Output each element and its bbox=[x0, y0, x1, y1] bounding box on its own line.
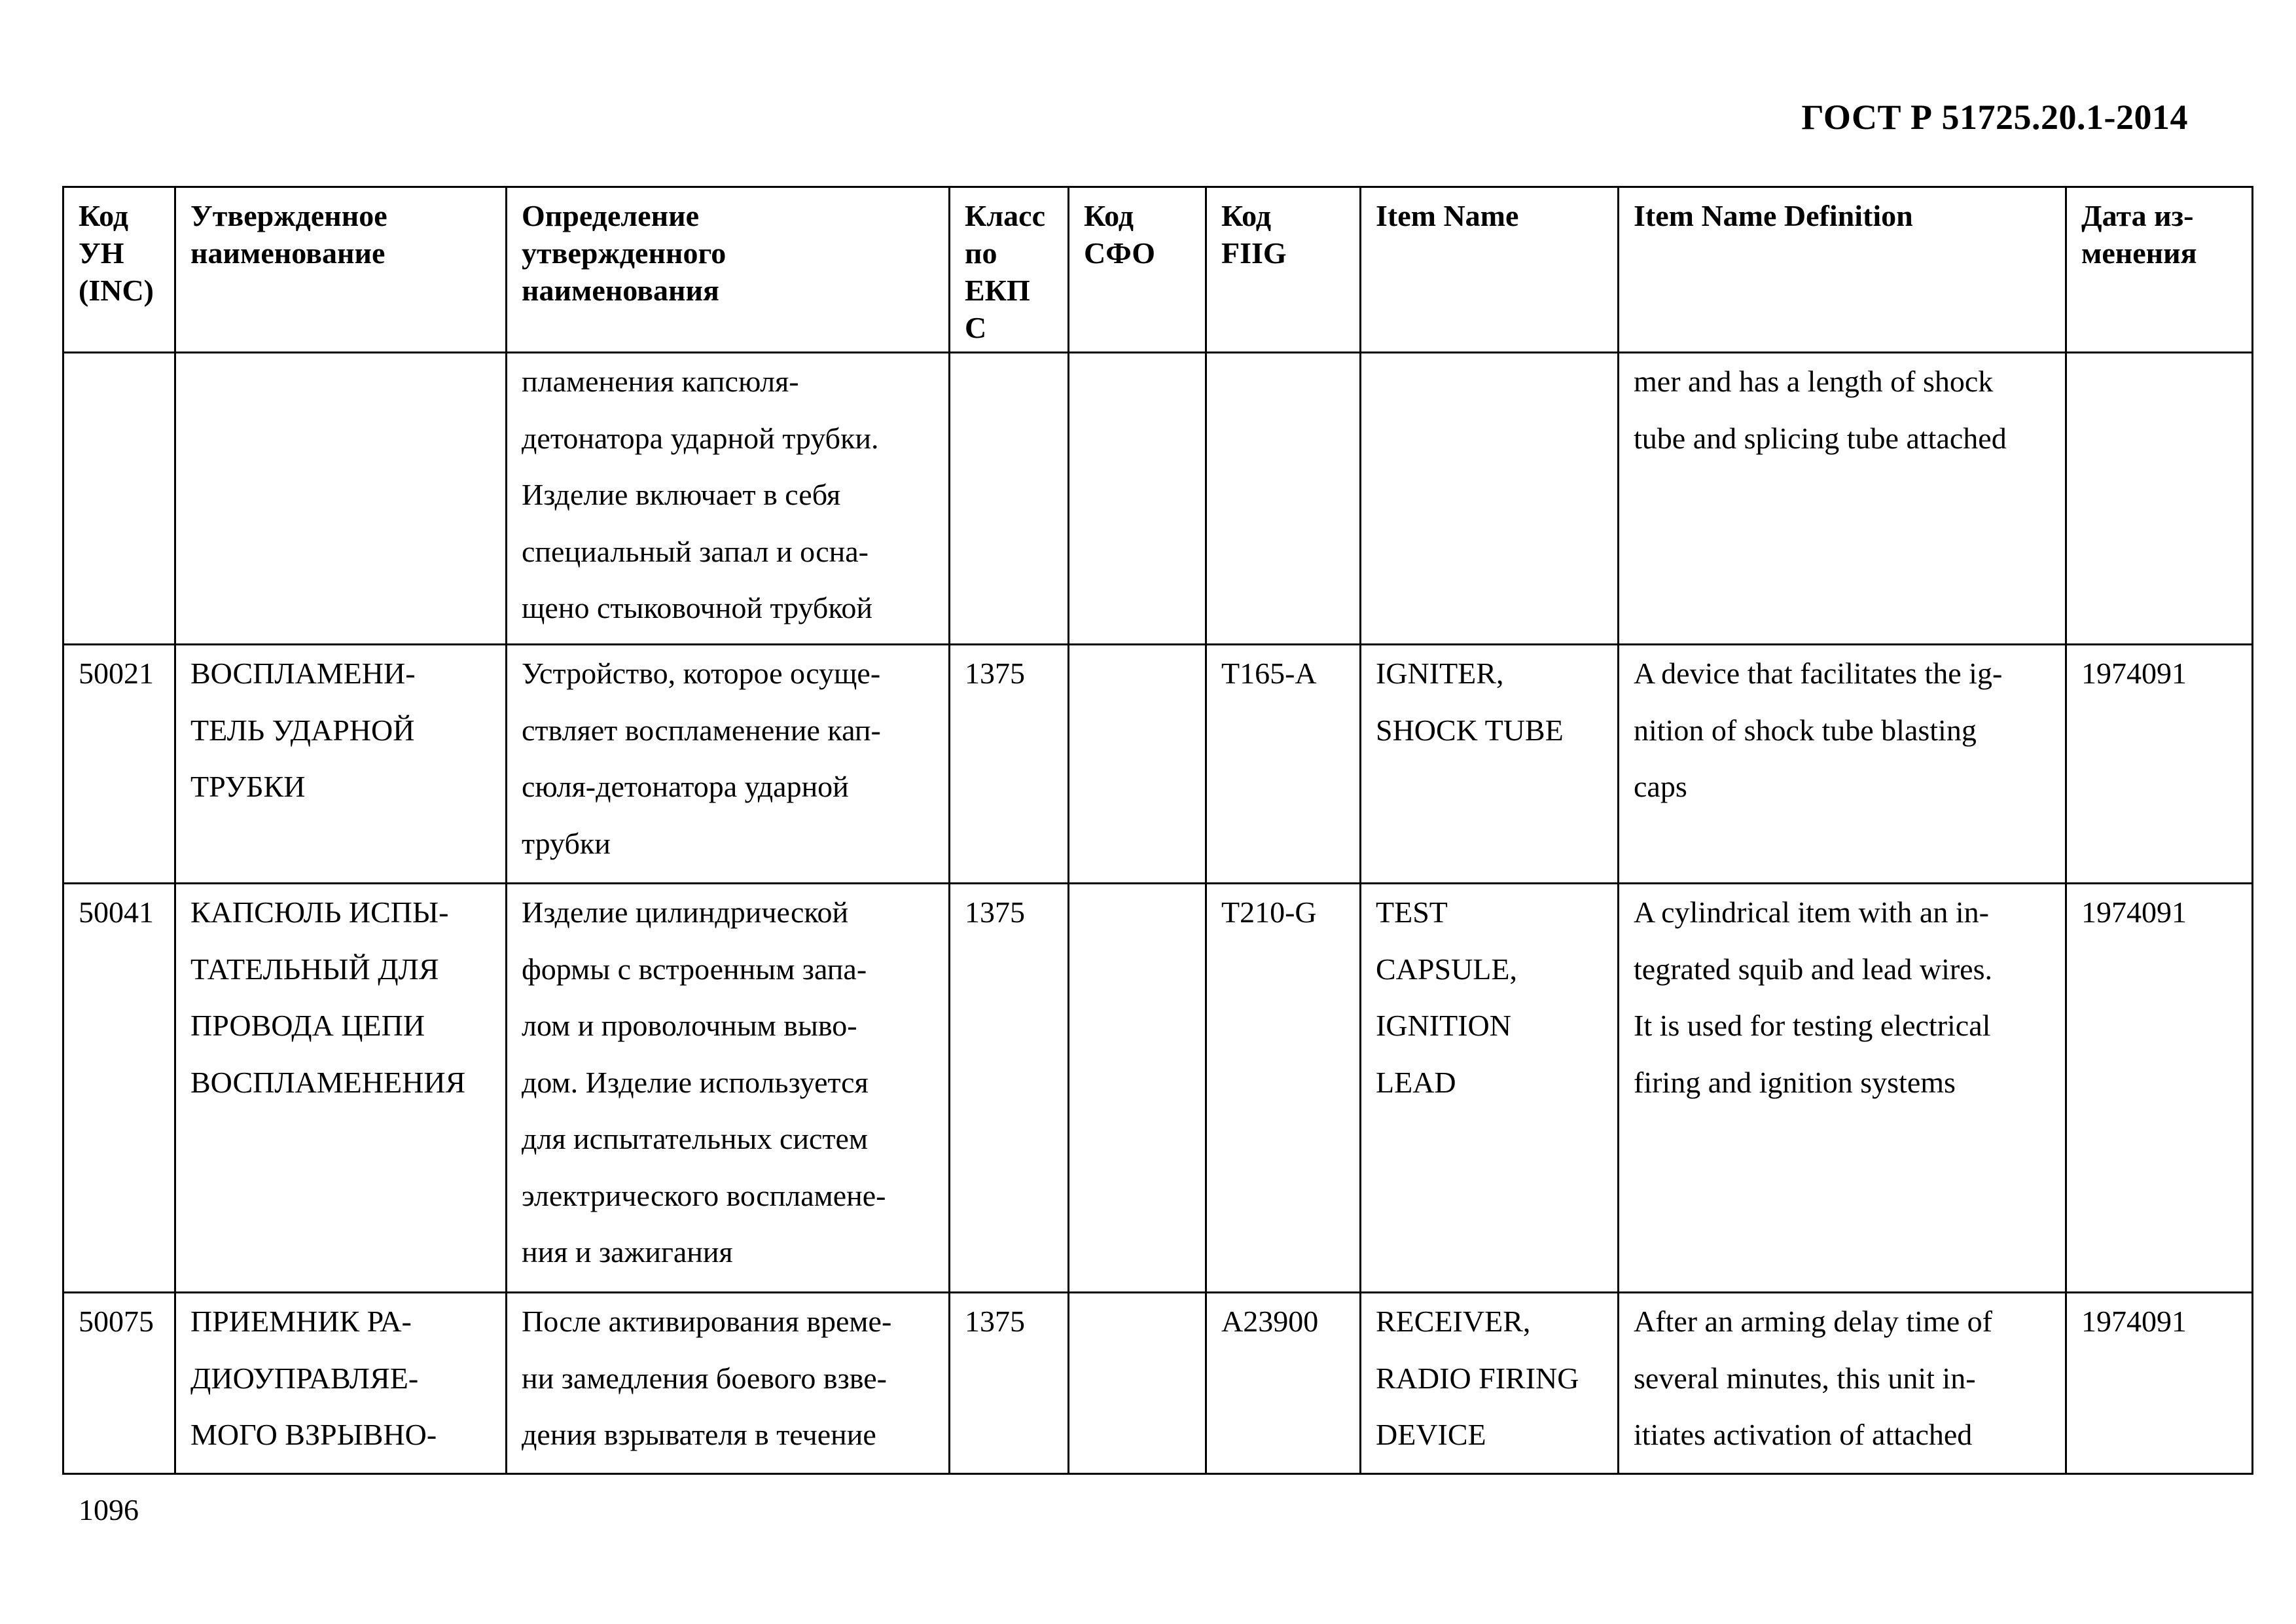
cell-name-definition: После активирования време- ни замедления боевого взве- дения взрывателя в течение bbox=[507, 1293, 950, 1474]
cell-item-name: IGNITER, SHOCK TUBE bbox=[1361, 645, 1619, 884]
cell-item-name: RECEIVER, RADIO FIRING DEVICE bbox=[1361, 1293, 1619, 1474]
col-header-change-date: Дата из- менения bbox=[2066, 187, 2253, 353]
cell-fiig: T165-A bbox=[1206, 645, 1361, 884]
cell-name-definition: пламенения капсюля- детонатора ударной трубки. Изделие включает в себя специальный запал и осна- щено стыковочной трубкой bbox=[507, 353, 950, 645]
table-header-row bbox=[63, 187, 2253, 353]
cell-sfo bbox=[1069, 353, 1206, 645]
cell-approved-name: ВОСПЛАМЕНИ- ТЕЛЬ УДАРНОЙ ТРУБКИ bbox=[175, 645, 507, 884]
cell-fiig bbox=[1206, 353, 1361, 645]
document-header: ГОСТ Р 51725.20.1-2014 bbox=[1801, 98, 2188, 137]
cell-class: 1375 bbox=[950, 645, 1069, 884]
cell-item-name: TEST CAPSULE, IGNITION LEAD bbox=[1361, 884, 1619, 1293]
cell-item-name-definition: A cylindrical item with an in- tegrated squib and lead wires. It is used for testing electrical firing and ignition systems bbox=[1619, 884, 2066, 1293]
cell-approved-name: ПРИЕМНИК РА- ДИОУПРАВЛЯЕ- МОГО ВЗРЫВНО- bbox=[175, 1293, 507, 1474]
page-number: 1096 bbox=[79, 1493, 139, 1526]
table-row bbox=[63, 645, 2253, 884]
cell-change-date: 1974091 bbox=[2066, 884, 2253, 1293]
cell-sfo bbox=[1069, 884, 1206, 1293]
table-row bbox=[63, 1293, 2253, 1474]
cell-sfo bbox=[1069, 1293, 1206, 1474]
cell-change-date bbox=[2066, 353, 2253, 645]
cell-inc: 50041 bbox=[63, 884, 175, 1293]
cell-approved-name bbox=[175, 353, 507, 645]
cell-class: 1375 bbox=[950, 1293, 1069, 1474]
table-row bbox=[63, 353, 2253, 645]
col-header-name-definition: Определение утвержденного наименования bbox=[507, 187, 950, 353]
cell-item-name-definition: After an arming delay time of several minutes, this unit in- itiates activation of attached bbox=[1619, 1293, 2066, 1474]
cell-inc bbox=[63, 353, 175, 645]
cell-class bbox=[950, 353, 1069, 645]
col-header-class: Класс по ЕКП С bbox=[950, 187, 1069, 353]
cell-class: 1375 bbox=[950, 884, 1069, 1293]
col-header-approved-name: Утвержденное наименование bbox=[175, 187, 507, 353]
col-header-fiig: Код FIIG bbox=[1206, 187, 1361, 353]
classification-table bbox=[62, 186, 2253, 1475]
cell-fiig: A23900 bbox=[1206, 1293, 1361, 1474]
cell-fiig: T210-G bbox=[1206, 884, 1361, 1293]
col-header-sfo: Код СФО bbox=[1069, 187, 1206, 353]
cell-sfo bbox=[1069, 645, 1206, 884]
cell-item-name-definition: A device that facilitates the ig- nition of shock tube blasting caps bbox=[1619, 645, 2066, 884]
cell-approved-name: КАПСЮЛЬ ИСПЫ- ТАТЕЛЬНЫЙ ДЛЯ ПРОВОДА ЦЕПИ ВОСПЛАМЕНЕНИЯ bbox=[175, 884, 507, 1293]
cell-item-name-definition: mer and has a length of shock tube and splicing tube attached bbox=[1619, 353, 2066, 645]
cell-name-definition: Изделие цилиндрической формы с встроенным запа- лом и проволочным выво- дом. Изделие используется для испытательных систем электрического воспламене- ния и зажигания bbox=[507, 884, 950, 1293]
cell-inc: 50021 bbox=[63, 645, 175, 884]
table-row bbox=[63, 884, 2253, 1293]
cell-name-definition: Устройство, которое осуще- ствляет воспламенение кап- сюля-детонатора ударной трубки bbox=[507, 645, 950, 884]
cell-change-date: 1974091 bbox=[2066, 1293, 2253, 1474]
cell-change-date: 1974091 bbox=[2066, 645, 2253, 884]
cell-item-name bbox=[1361, 353, 1619, 645]
cell-inc: 50075 bbox=[63, 1293, 175, 1474]
col-header-inc: Код УН (INC) bbox=[63, 187, 175, 353]
col-header-item-name-definition: Item Name Definition bbox=[1619, 187, 2066, 353]
col-header-item-name: Item Name bbox=[1361, 187, 1619, 353]
